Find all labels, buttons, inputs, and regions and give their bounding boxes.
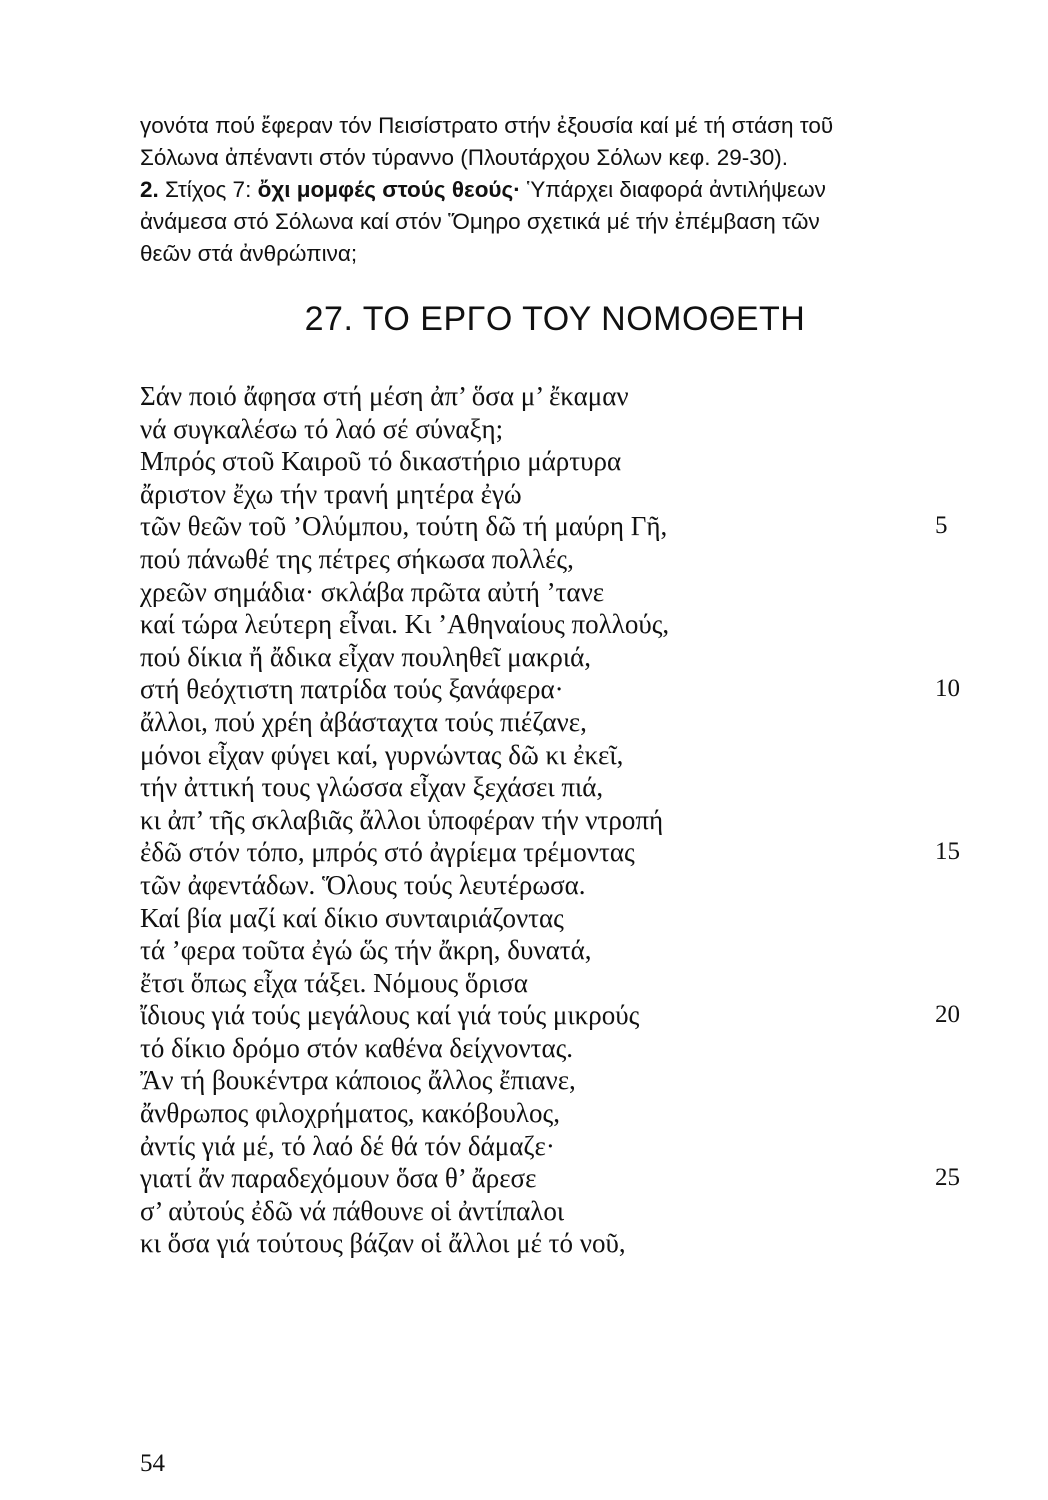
- verse-text: ἔτσι ὅπως εἶχα τάξει. Νόμους ὅρισα: [140, 967, 528, 998]
- note-line-3: [140, 174, 970, 206]
- verse-text: πού δίκια ἤ ἄδικα εἶχαν πουληθεῖ μακριά,: [140, 641, 591, 672]
- verse-line: [140, 706, 970, 739]
- verse-text: ἄνθρωπος φιλοχρήματος, κακόβουλος,: [140, 1098, 560, 1129]
- verse-line: [140, 1097, 970, 1130]
- verse-line: [140, 673, 970, 706]
- verse-line: [140, 902, 970, 935]
- verse-line: [140, 836, 970, 869]
- note-verse-ref: Στίχος 7:: [158, 177, 258, 202]
- verse-line: [140, 1227, 970, 1260]
- line-number: 10: [935, 675, 960, 703]
- verse-text: ἴδιους γιά τούς μεγάλους καί γιά τούς μικρούς: [140, 1000, 640, 1031]
- verse-line: [140, 934, 970, 967]
- verse-line: [140, 967, 970, 1000]
- line-number: 25: [935, 1164, 960, 1192]
- line-number: 15: [935, 838, 960, 866]
- note-question: Ὑπάρχει διαφορά ἀντιλήψεων: [520, 177, 826, 202]
- verse-text: ἄριστον ἔχω τήν τρανή μητέρα ἐγώ: [140, 478, 522, 509]
- verse-line: [140, 1130, 970, 1163]
- verse-text: Καί βία μαζί καί δίκιο συνταιριάζοντας: [140, 902, 564, 933]
- note-line-5: θεῶν στά ἀνθρώπινα;: [140, 241, 358, 266]
- verse-line: [140, 576, 970, 609]
- verse-line: [140, 869, 970, 902]
- verse-text: χρεῶν σημάδια· σκλάβα πρῶτα αὐτή ’τανε: [140, 576, 605, 607]
- verse-text: Ἄν τή βουκέντρα κάποιος ἄλλος ἔπιανε,: [140, 1065, 576, 1096]
- verse-text: νά συγκαλέσω τό λαό σέ σύναξη;: [140, 413, 504, 444]
- note-line-1: γονότα πού ἔφεραν τόν Πεισίστρατο στήν ἐξουσία καί μέ τή στάση τοῦ: [140, 113, 834, 138]
- verse-line: [140, 641, 970, 674]
- verse-text: ἄλλοι, πού χρέη ἀβάσταχτα τούς πιέζανε,: [140, 706, 587, 737]
- verse-line: [140, 1162, 970, 1195]
- verse-line: [140, 543, 970, 576]
- line-number: 20: [935, 1001, 960, 1029]
- verse-text: τά ’φερα τοῦτα ἐγώ ὥς τήν ἄκρη, δυνατά,: [140, 935, 592, 966]
- verse-text: ἀντίς γιά μέ, τό λαό δέ θά τόν δάμαζε·: [140, 1130, 555, 1161]
- verse-line: [140, 413, 970, 446]
- line-number: 5: [935, 512, 948, 540]
- note-line-4: ἀνάμεσα στό Σόλωνα καί στόν Ὅμηρο σχετικά μέ τήν ἐπέμβαση τῶν: [140, 209, 820, 234]
- verse-text: πού πάνωθέ της πέτρες σήκωσα πολλές,: [140, 543, 574, 574]
- verse-text: τῶν ἀφεντάδων. Ὅλους τούς λευτέρωσα.: [140, 869, 586, 900]
- verse-text: τό δίκιο δρόμο στόν καθένα δείχνοντας.: [140, 1032, 574, 1063]
- verse-text: κι ὅσα γιά τούτους βάζαν οἱ ἄλλοι μέ τό νοῦ,: [140, 1228, 626, 1259]
- verse-line: [140, 445, 970, 478]
- verse-text: ἐδῶ στόν τόπο, μπρός στό ἀγρίεμα τρέμοντας: [140, 837, 635, 868]
- note-item-number: 2.: [140, 177, 159, 202]
- poem-title: 27. ΤΟ ΕΡΓΟ ΤΟΥ ΝΟΜΟΘΕΤΗ: [304, 300, 806, 338]
- verse-text: κι ἀπ’ τῆς σκλαβιᾶς ἄλλοι ὑποφέραν τήν ντροπή: [140, 804, 664, 835]
- verse-line: [140, 608, 970, 641]
- verse-line: [140, 739, 970, 772]
- verse-text: καί τώρα λεύτερη εἶναι. Κι ’Αθηναίους πολλούς,: [140, 609, 670, 640]
- verse-line: [140, 478, 970, 511]
- verse-text: Σάν ποιό ἄφησα στή μέση ἀπ’ ὅσα μ’ ἔκαμαν: [140, 381, 629, 411]
- note-line-2: Σόλωνα ἀπέναντι στόν τύραννο (Πλουτάρχου Σόλων κεφ. 29-30).: [140, 145, 788, 170]
- verse-line: [140, 999, 970, 1032]
- note-quote: ὄχι μομφές στούς θεούς·: [257, 177, 521, 202]
- verse-line: [140, 510, 970, 543]
- verse-line: [140, 804, 970, 837]
- verse-text: γιατί ἄν παραδεχόμουν ὅσα θ’ ἄρεσε: [140, 1163, 537, 1194]
- verse-line: [140, 1032, 970, 1065]
- verse-line: [140, 380, 970, 413]
- verse-line: [140, 1195, 970, 1228]
- verse-line: [140, 771, 970, 804]
- page-number: 54: [140, 1450, 165, 1477]
- verse-text: Μπρός στοῦ Καιροῦ τό δικαστήριο μάρτυρα: [140, 446, 622, 477]
- verse-text: στή θεόχτιστη πατρίδα τούς ξανάφερα·: [140, 674, 564, 705]
- verse-line: [140, 1064, 970, 1097]
- poem-body: [140, 380, 970, 1260]
- verse-text: μόνοι εἶχαν φύγει καί, γυρνώντας δῶ κι ἐκεῖ,: [140, 739, 624, 770]
- footnote-block: [140, 110, 970, 270]
- verse-text: τήν ἀττική τους γλώσσα εἶχαν ξεχάσει πιά,: [140, 772, 604, 803]
- verse-text: σ’ αὐτούς ἐδῶ νά πάθουνε οἱ ἀντίπαλοι: [140, 1195, 565, 1226]
- verse-text: τῶν θεῶν τοῦ ’Ολύμπου, τούτη δῶ τή μαύρη Γῆ,: [140, 511, 668, 542]
